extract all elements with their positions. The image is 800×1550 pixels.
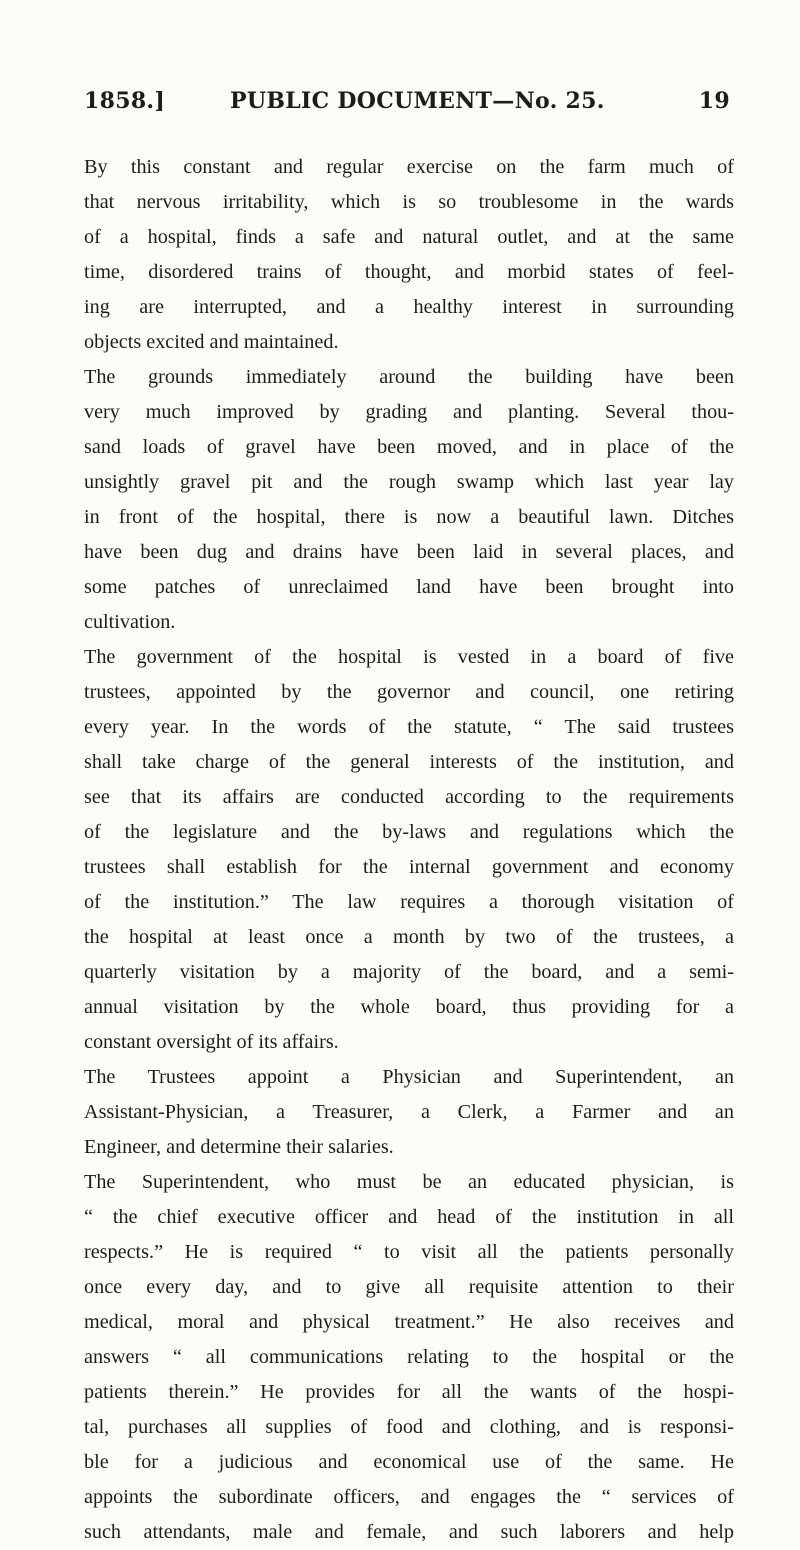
text-line: appoints the subordinate officers, and engages the “ services of xyxy=(84,1486,734,1508)
text-line: unsightly gravel pit and the rough swamp which last year lay xyxy=(84,471,734,493)
text-line: annual visitation by the whole board, thus providing for a xyxy=(84,996,734,1018)
running-header xyxy=(84,88,734,122)
text-line: answers “ all communications relating to the hospital or the xyxy=(84,1346,734,1368)
text-line: Assistant-Physician, a Treasurer, a Clerk, a Farmer and an xyxy=(84,1101,734,1123)
text-line: shall take charge of the general interests of the institution, and xyxy=(84,751,734,773)
text-line: such attendants, male and female, and such laborers and help xyxy=(84,1521,734,1543)
text-line: once every day, and to give all requisite attention to their xyxy=(84,1276,734,1298)
header-year: 1858.] xyxy=(84,88,166,114)
text-line: medical, moral and physical treatment.” He also receives and xyxy=(84,1311,734,1333)
text-line: The grounds immediately around the building have been xyxy=(84,366,734,388)
text-line: The government of the hospital is vested in a board of five xyxy=(84,646,734,668)
text-line: of the legislature and the by-laws and regulations which the xyxy=(84,821,734,843)
text-line: the hospital at least once a month by two of the trustees, a xyxy=(84,926,734,948)
text-line: ble for a judicious and economical use of the same. He xyxy=(84,1451,734,1473)
text-line: of the institution.” The law requires a thorough visitation of xyxy=(84,891,734,913)
text-line: trustees, appointed by the governor and council, one retiring xyxy=(84,681,734,703)
text-line: of a hospital, finds a safe and natural outlet, and at the same xyxy=(84,226,734,248)
text-line: quarterly visitation by a majority of the board, and a semi- xyxy=(84,961,734,983)
text-line: constant oversight of its affairs. xyxy=(84,1031,339,1053)
text-line: that nervous irritability, which is so troublesome in the wards xyxy=(84,191,734,213)
text-line: some patches of unreclaimed land have been brought into xyxy=(84,576,734,598)
text-line: respects.” He is required “ to visit all the patients personally xyxy=(84,1241,734,1263)
text-line: very much improved by grading and planting. Several thou- xyxy=(84,401,734,423)
text-line: see that its affairs are conducted according to the requirements xyxy=(84,786,734,808)
text-line: have been dug and drains have been laid in several places, and xyxy=(84,541,734,563)
text-line: tal, purchases all supplies of food and clothing, and is responsi- xyxy=(84,1416,734,1438)
text-line: By this constant and regular exercise on the farm much of xyxy=(84,156,734,178)
text-line: sand loads of gravel have been moved, and in place of the xyxy=(84,436,734,458)
body-text xyxy=(84,150,734,1550)
text-line: The Superintendent, who must be an educated physician, is xyxy=(84,1171,734,1193)
text-line: in front of the hospital, there is now a beautiful lawn. Ditches xyxy=(84,506,734,528)
text-line: patients therein.” He provides for all the wants of the hospi- xyxy=(84,1381,734,1403)
text-line: The Trustees appoint a Physician and Superintendent, an xyxy=(84,1066,734,1088)
header-title: PUBLIC DOCUMENT—No. 25. xyxy=(230,88,605,114)
text-line: every year. In the words of the statute, “ The said trustees xyxy=(84,716,734,738)
text-line: “ the chief executive officer and head of the institution in all xyxy=(84,1206,734,1228)
text-line: Engineer, and determine their salaries. xyxy=(84,1136,394,1158)
text-line: objects excited and maintained. xyxy=(84,331,339,353)
text-line: trustees shall establish for the internal government and economy xyxy=(84,856,734,878)
page-number: 19 xyxy=(698,88,730,114)
text-line: cultivation. xyxy=(84,611,176,633)
text-line: time, disordered trains of thought, and morbid states of feel- xyxy=(84,261,734,283)
text-line: ing are interrupted, and a healthy interest in surrounding xyxy=(84,296,734,318)
